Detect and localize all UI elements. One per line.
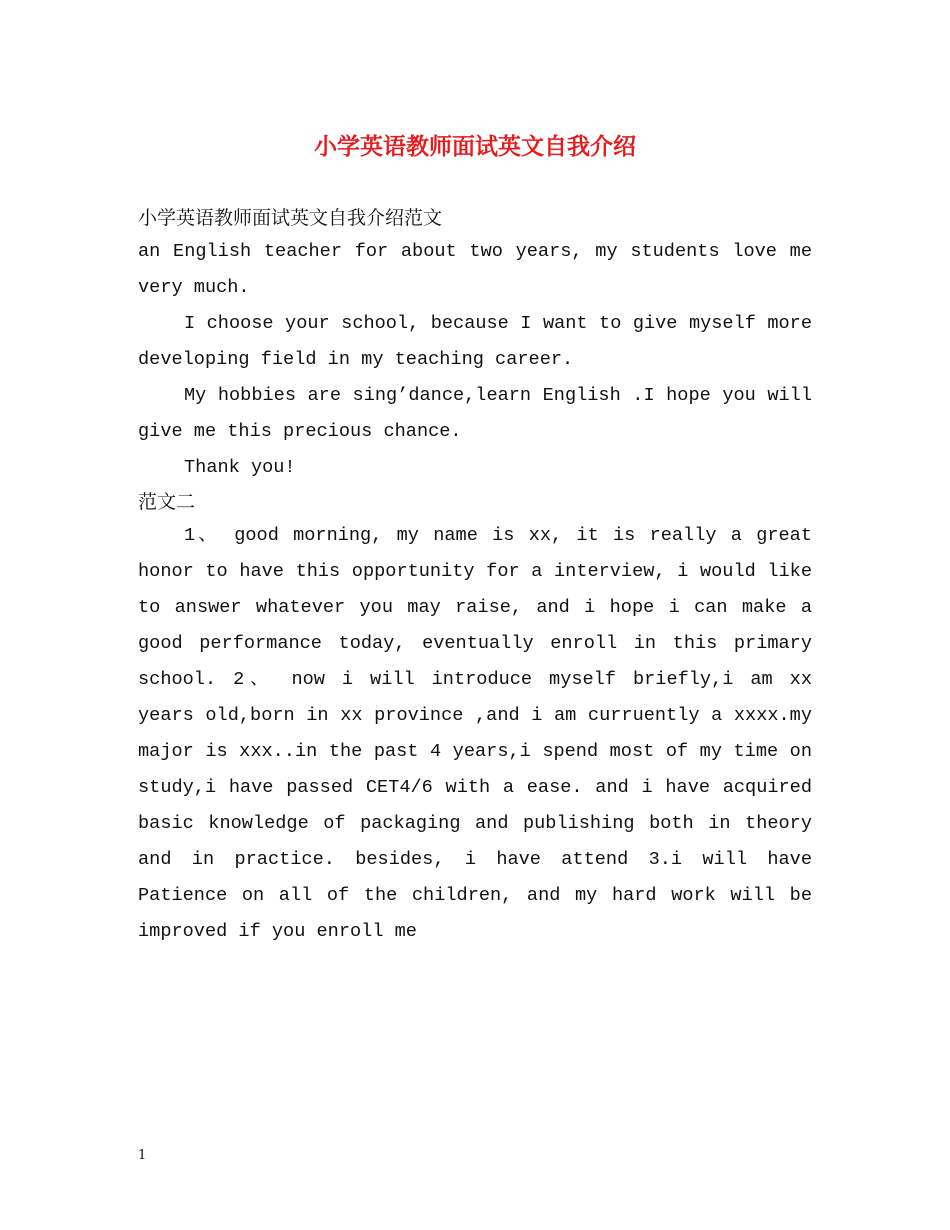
section-heading-sample-1: 小学英语教师面试英文自我介绍范文 (138, 207, 443, 229)
paragraph-sample-2: 1、 good morning, my name is xx, it is really a great honor to have this opportunity for a interview, i would like to answer whatever you may raise, and i hope i can make a good performance today, eventually enroll in this primary school. 2、 now i will introduce myself briefly,i am xx years old,born in xx province ,and i am curruently a xxxx.my major is xxx..in the past 4 years,i spend most of my time on study,i have passed CET4/6 with a ease. and i have acquired basic knowledge of packaging and publishing both in theory and in practice. besides, i have attend 3.i will have Patience on all of the children, and my hard work will be improved if you enroll me (138, 525, 812, 942)
section-heading-sample-2: 范文二 (138, 491, 196, 513)
page-number: 1 (138, 1148, 147, 1163)
paragraph-intro: an English teacher for about two years, my students love me very much. (138, 241, 812, 298)
paragraph-hobbies: My hobbies are sing’dance,learn English .I hope you will give me this precious chance. (138, 385, 812, 442)
document-title: 小学英语教师面试英文自我介绍 (314, 133, 636, 160)
paragraph-school-choice: I choose your school, because I want to give myself more developing field in my teaching career. (138, 313, 812, 370)
paragraph-thanks: Thank you! (184, 457, 296, 478)
document-body (138, 202, 812, 950)
